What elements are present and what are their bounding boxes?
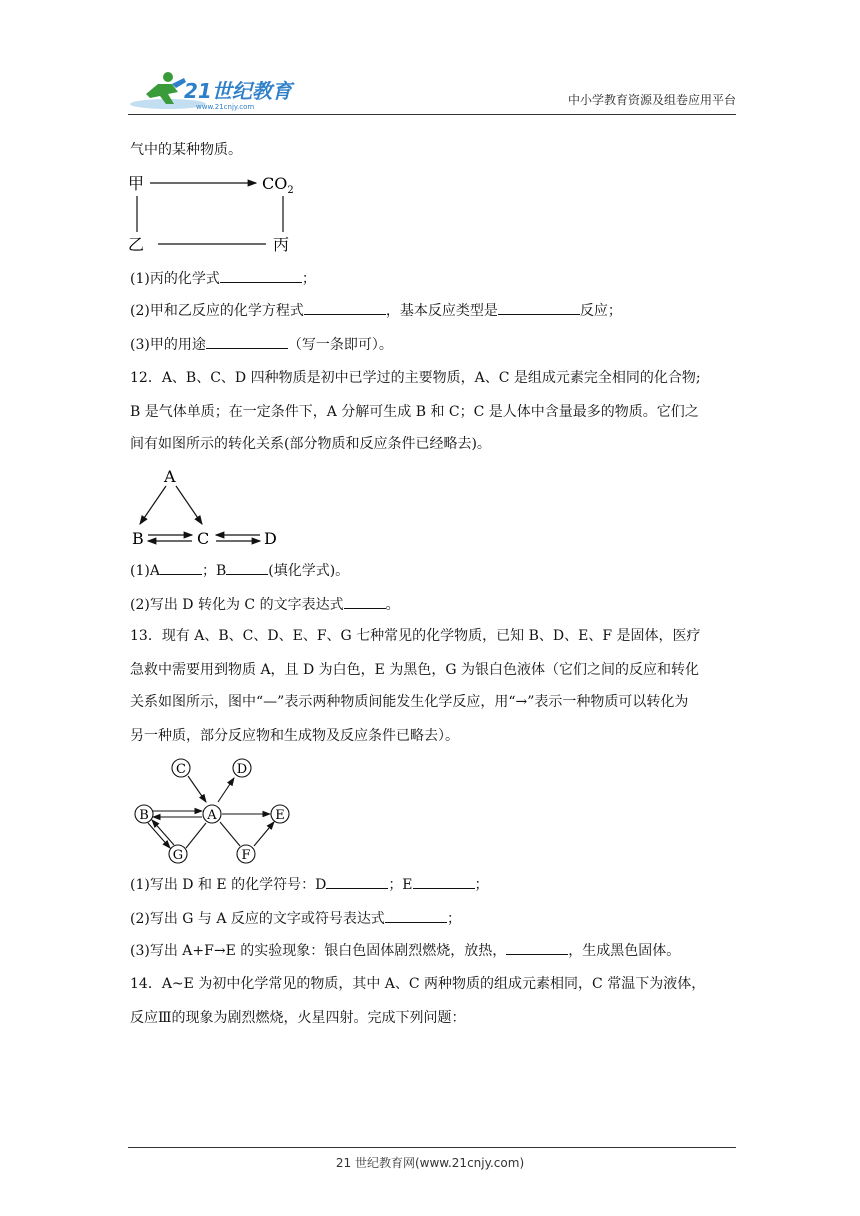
q12-node-b: B [132,529,144,548]
q13-text-line1: 13．现有 A、B、C、D、E、F、G 七种常见的化学物质，已知 B、D、E、F 是固体，医疗 [130,628,701,644]
q12-text-line1: 12．A、B、C、D 四种物质是初中已学过的主要物质，A、C 是组成元素完全相同的化合物; [130,370,701,386]
q11-diagram [126,168,306,260]
svg-text:www.21cnjy.com: www.21cnjy.com [196,103,255,111]
svg-text:G: G [172,848,184,863]
q13-arrow-b-g [148,823,170,848]
answer-blank[interactable] [498,300,580,315]
answer-blank[interactable] [220,268,302,283]
answer-blank[interactable] [326,874,388,889]
logo-21cnjy [128,68,298,112]
q13-part2: (2)写出 G 与 A 反应的文字或符号表达式 ； [130,908,461,929]
answer-blank[interactable] [226,560,268,575]
svg-text:E: E [275,808,285,823]
answer-blank[interactable] [160,560,202,575]
header-platform-text: 中小学教育资源及组卷应用平台 [567,93,736,107]
q12-text-line2: B 是气体单质；在一定条件下，A 分解可生成 B 和 C；C 是人体中含量最多的物质。它们之 [130,404,699,420]
footer-rule [128,1147,736,1148]
q11-part1: (1)丙的化学式 ； [130,268,316,289]
q13-node-c [172,759,190,777]
q14-text-line2: 反应Ⅲ的现象为剧烈燃烧，火星四射。完成下列问题： [130,1010,466,1026]
q13-arrow-a-d [218,778,234,802]
q12-text-line3: 间有如图所示的转化关系(部分物质和反应条件已经略去)。 [130,436,491,452]
svg-text:A: A [207,808,217,823]
q12-node-a: A [164,467,176,486]
q11-intro-tail: 气中的某种物质。 [130,142,242,158]
q13-text-line3: 关系如图所示，图中“—”表示两种物质间能发生化学反应，用“→”表示一种物质可以转化为 [130,694,689,710]
q13-diagram [126,754,302,868]
q14-text-line1: 14．A~E 为初中化学常见的物质，其中 A、C 两种物质的组成元素相同，C 常温下为液体， [130,976,706,992]
q13-node-b [135,805,153,823]
q13-text-line4: 另一种质，部分反应物和生成物及反应条件已略去）。 [130,728,459,744]
q11-node-yi: 乙 [128,235,145,254]
q13-part1: (1)写出 D 和 E 的化学符号：D ；E ； [130,874,489,895]
q12-node-c: C [197,529,210,548]
svg-text:C: C [176,762,186,777]
q11-node-jia: 甲 [128,174,145,193]
q13-text-line2: 急救中需要用到物质 A，且 D 为白色，E 为黑色，G 为银白色液体（它们之间的反应和转化 [130,662,699,678]
svg-text:D: D [236,762,248,777]
answer-blank[interactable] [413,874,475,889]
answer-blank[interactable] [506,940,568,955]
answer-blank[interactable] [385,908,447,923]
q11-node-bing: 丙 [273,235,290,254]
q13-node-a [203,805,221,823]
svg-text:F: F [241,848,251,863]
answer-blank[interactable] [304,300,386,315]
page-header [128,68,736,115]
page-footer: 21 世纪教育网(www.21cnjy.com) [335,1156,525,1170]
q12-diagram [126,462,286,554]
q13-arrow-f-e [254,822,274,846]
svg-text:21世纪教育: 21世纪教育 [184,79,292,103]
q13-arrow-g-b [152,820,174,845]
answer-blank[interactable] [206,334,288,349]
answer-blank[interactable] [344,594,386,609]
q13-node-f [237,845,255,863]
q13-node-g [169,845,187,863]
q12-arrow-a-c [176,486,202,524]
q11-node-co2: $CO_2$ [262,174,294,196]
q12-part1: (1)A ；B (填化学式)。 [130,560,349,581]
q11-part2: (2)甲和乙反应的化学方程式 ，基本反应类型是 反应； [130,300,622,321]
q12-arrow-a-b [140,486,166,524]
q13-node-e [271,805,289,823]
q13-line-g-a [186,823,206,848]
q13-arrow-c-a [188,776,206,802]
q13-node-d [233,759,251,777]
q13-line-a-f [220,822,240,846]
q11-part3: (3)甲的用途 （写一条即可）。 [130,334,393,355]
svg-text:B: B [139,808,149,823]
q12-part2: (2)写出 D 转化为 C 的文字表达式 。 [130,594,400,615]
q13-part3: (3)写出 A+F→E 的实验现象：银白色固体剧烈燃烧，放热， ，生成黑色固体。 [130,940,680,961]
q12-node-d: D [264,529,277,548]
